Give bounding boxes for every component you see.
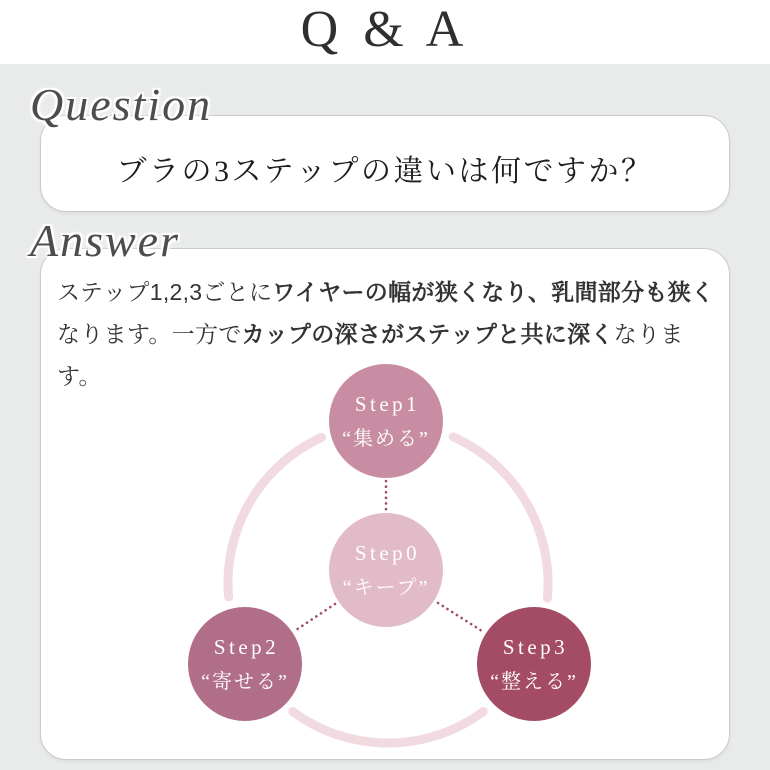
dotted-connector-bottom-left [296,604,335,630]
ring-arc-top-left [228,437,322,597]
step-node-name: Step0 [354,540,421,565]
question-text: ブラの3ステップの違いは何ですか？ [116,154,654,188]
step-node-name: Step3 [502,634,569,659]
page-title: Q & A [300,1,470,58]
step-node-label: “集める” [342,427,430,450]
dotted-connector-bottom-right [438,603,482,631]
step-node-label: “整える” [490,670,578,693]
step-node-step0 [329,513,443,627]
step-node-name: Step2 [213,634,280,659]
step-node-label: “キープ” [342,576,430,599]
step-node-step3 [477,607,591,721]
answer-script-label: Answer [30,215,180,266]
step-node-name: Step1 [354,391,421,416]
step-node-label: “寄せる” [201,670,289,693]
answer-text: ステップ1,2,3ごとにワイヤーの幅が狭くなり、乳間部分も狭くなります。一方でカップの深さがステップと共に深くなります。 [57,279,715,389]
step-node-step2 [188,607,302,721]
ring-arc-bottom [293,712,483,743]
question-script-label: Question [30,79,213,130]
ring-arc-top-right [453,437,548,599]
